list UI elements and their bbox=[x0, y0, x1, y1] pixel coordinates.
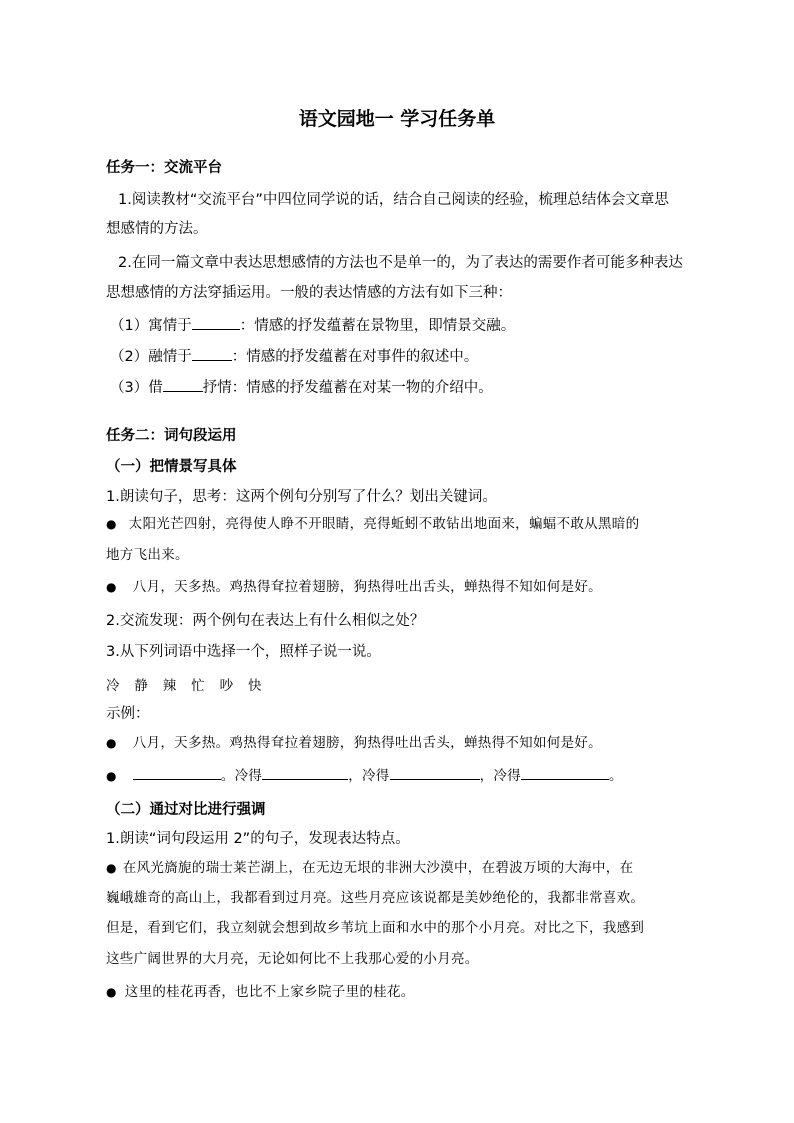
example-sentence-1-line-1 bbox=[106, 514, 639, 534]
method-item-1 bbox=[110, 314, 515, 336]
passage-line-3: 但是，看到它们，我立刻就会想到故乡苇坑上面和水中的那个小月亮。对比之下，我感到 bbox=[106, 920, 645, 936]
method-item-3-prefix: （3）借 bbox=[110, 380, 163, 396]
example-sentence-1-line-2: 地方飞出来。 bbox=[106, 547, 189, 563]
subsection-2-heading: （二）通过对比进行强调 bbox=[106, 802, 266, 818]
passage-line-1-text: 在风光旖旎的瑞士莱芒湖上，在无边无垠的非洲大沙漠中，在碧波万顷的大海中，在 bbox=[122, 860, 634, 876]
question-4: 1.朗读“词句段运用 2”的句子，发现表达特点。 bbox=[106, 831, 410, 847]
fill-text-3: ，冷得 bbox=[479, 768, 521, 784]
task1-paragraph-2-line-2: 思想感情的方法穿插运用。一般的表达情感的方法有如下三种： bbox=[106, 285, 512, 301]
method-item-3-suffix: 抒情：情感的抒发蕴蓄在对某一物的介绍中。 bbox=[202, 380, 493, 396]
passage-line-1 bbox=[106, 858, 633, 878]
method-item-1-suffix: ：情感的抒发蕴蓄在景物里，即情景交融。 bbox=[239, 318, 516, 334]
bullet-icon: ● bbox=[106, 517, 117, 531]
bullet-icon: ● bbox=[106, 736, 117, 750]
word-choices: 冷 静 辣 忙 吵 快 bbox=[106, 678, 262, 694]
bullet-icon: ● bbox=[106, 580, 117, 594]
page-title: 语文园地一 学习任务单 bbox=[298, 108, 496, 130]
question-2: 2.交流发现：两个例句在表达上有什么相似之处？ bbox=[106, 613, 425, 629]
task1-paragraph-1-line-2: 想感情的方法。 bbox=[106, 221, 208, 237]
passage-line-4: 这些广阔世界的大月亮，无论如何比不上我那心爱的小月亮。 bbox=[106, 951, 479, 967]
fill-blank[interactable] bbox=[521, 764, 609, 780]
method-item-2-prefix: （2）融情于 bbox=[110, 349, 192, 365]
method-item-2-suffix: ：情感的抒发蕴蓄在对事件的叙述中。 bbox=[231, 349, 479, 365]
example-model-text: 八月，天多热。鸡热得耷拉着翅膀，狗热得吐出舌头，蝉热得不知如何是好。 bbox=[132, 735, 602, 751]
bullet-icon: ● bbox=[106, 769, 117, 783]
example-sentence-2 bbox=[106, 577, 602, 597]
task1-paragraph-1-line-1: 1.阅读教材“交流平台”中四位同学说的话，结合自己阅读的经验，梳理总结体会文章思 bbox=[118, 192, 669, 208]
method-item-1-prefix: （1）寓情于 bbox=[110, 318, 192, 334]
fill-blank[interactable] bbox=[133, 764, 221, 780]
fill-blank[interactable] bbox=[192, 314, 240, 330]
example-model-sentence bbox=[106, 733, 602, 753]
fill-text-end: 。 bbox=[609, 768, 623, 784]
example-sentence-2-text: 八月，天多热。鸡热得耷拉着翅膀，狗热得吐出舌头，蝉热得不知如何是好。 bbox=[132, 579, 602, 595]
contrast-sentence bbox=[106, 982, 415, 1002]
method-item-2 bbox=[110, 345, 478, 367]
fill-blank[interactable] bbox=[192, 345, 232, 361]
fill-in-sentence bbox=[106, 764, 623, 786]
task1-heading: 任务一：交流平台 bbox=[106, 160, 222, 176]
bullet-icon: ● bbox=[106, 985, 117, 999]
fill-blank[interactable] bbox=[390, 764, 480, 780]
example-sentence-1-text: 太阳光芒四射，亮得使人睁不开眼睛，亮得蚯蚓不敢钻出地面来，蝙蝠不敢从黑暗的 bbox=[128, 516, 640, 532]
contrast-sentence-text: 这里的桂花再香，也比不上家乡院子里的桂花。 bbox=[124, 984, 415, 1000]
question-3: 3.从下列词语中选择一个，照样子说一说。 bbox=[106, 644, 381, 660]
method-item-3 bbox=[110, 376, 493, 398]
bullet-icon: ● bbox=[106, 861, 117, 875]
fill-blank[interactable] bbox=[262, 764, 348, 780]
task1-paragraph-2-line-1: 2.在同一篇文章中表达思想感情的方法也不是单一的，为了表达的需要作者可能多种表达 bbox=[118, 255, 683, 271]
passage-line-2: 巍峨雄奇的高山上，我都看到过月亮。这些月亮应该说都是美妙绝伦的，我都非常喜欢。 bbox=[106, 890, 645, 906]
question-1: 1.朗读句子，思考：这两个例句分别写了什么？划出关键词。 bbox=[106, 489, 497, 505]
example-label: 示例： bbox=[106, 706, 150, 722]
fill-text-2: ，冷得 bbox=[348, 768, 390, 784]
fill-blank[interactable] bbox=[163, 376, 203, 392]
subsection-1-heading: （一）把情景写具体 bbox=[106, 459, 237, 475]
task2-heading: 任务二：词句段运用 bbox=[106, 428, 237, 444]
fill-text-1: 。冷得 bbox=[220, 768, 263, 784]
